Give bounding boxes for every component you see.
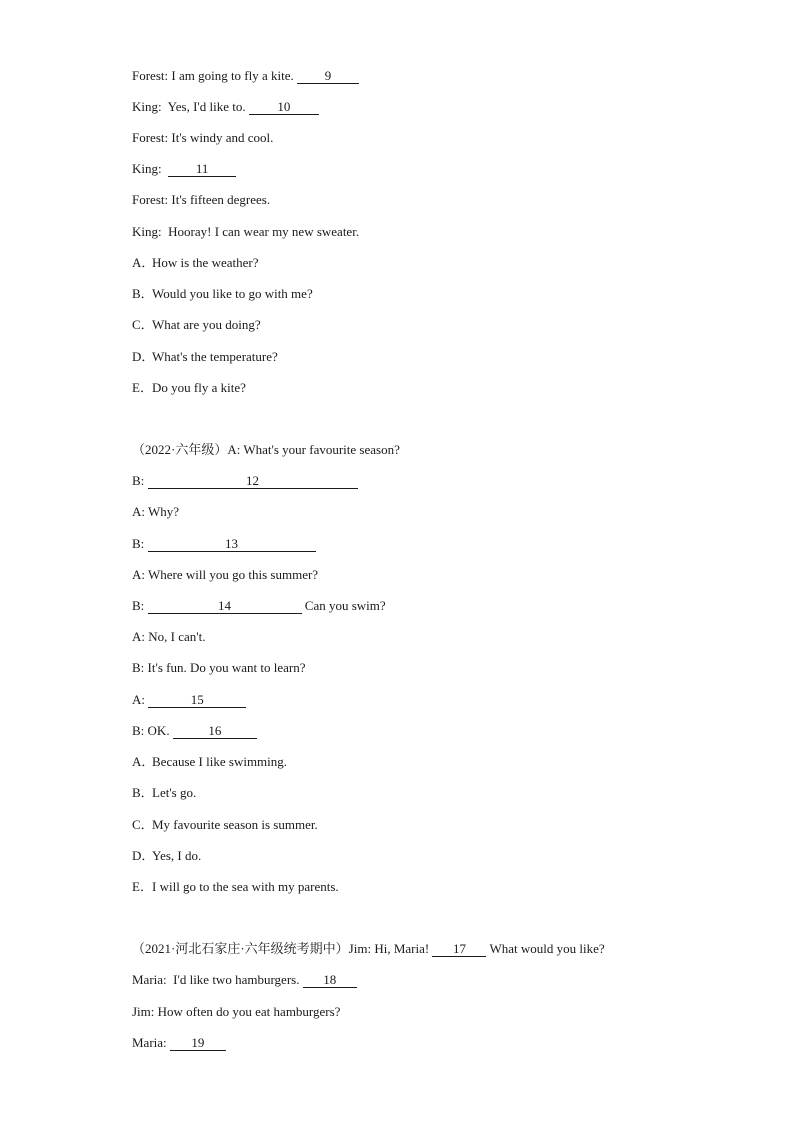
dialogue-line — [132, 692, 246, 708]
speaker: Maria: — [132, 972, 167, 987]
dialogue-line — [132, 224, 359, 240]
option-item — [132, 317, 261, 333]
speaker: A: — [132, 692, 145, 707]
answer-blank[interactable]: 13 — [148, 537, 316, 552]
dialogue-line — [132, 567, 318, 583]
line-text: Why? — [148, 504, 180, 519]
speaker: B: — [132, 660, 145, 675]
option-text: What are you doing? — [152, 317, 261, 332]
option-text: I will go to the sea with my parents. — [152, 879, 339, 894]
dialogue-intro: Jim: Hi, Maria! — [348, 941, 430, 956]
dialogue-line — [132, 99, 319, 115]
option-letter: B． — [132, 286, 154, 301]
speaker: A: — [132, 567, 145, 582]
answer-blank[interactable]: 12 — [148, 474, 358, 489]
option-item — [132, 349, 278, 365]
dialogue-intro: A: What's your favourite season? — [227, 442, 400, 457]
speaker: B: — [132, 723, 145, 738]
line-text: How often do you eat hamburgers? — [157, 1004, 341, 1019]
line-text: What would you like? — [489, 941, 605, 956]
option-letter: A． — [132, 754, 155, 769]
line-text: OK. — [147, 723, 170, 738]
option-text: My favourite season is summer. — [152, 817, 318, 832]
option-item — [132, 255, 259, 271]
line-text: It's fifteen degrees. — [171, 192, 271, 207]
speaker: A: — [132, 629, 145, 644]
line-text: I'd like two hamburgers. — [173, 972, 300, 987]
answer-blank[interactable]: 16 — [173, 724, 257, 739]
question-header — [132, 941, 605, 957]
dialogue-line — [132, 1035, 226, 1051]
line-text: Can you swim? — [304, 598, 386, 613]
speaker: B: — [132, 536, 145, 551]
question-source: （2021·河北石家庄·六年级统考期中） — [132, 941, 349, 956]
option-item — [132, 817, 318, 833]
option-text: Do you fly a kite? — [152, 380, 246, 395]
speaker: King: — [132, 99, 162, 114]
option-item — [132, 879, 339, 895]
speaker: Forest: — [132, 68, 169, 83]
option-letter: D． — [132, 349, 155, 364]
dialogue-line — [132, 660, 306, 676]
speaker: Jim: — [132, 1004, 155, 1019]
dialogue-line — [132, 723, 257, 739]
line-text: It's windy and cool. — [171, 130, 274, 145]
line-text: No, I can't. — [148, 629, 206, 644]
option-text: How is the weather? — [152, 255, 259, 270]
dialogue-line — [132, 192, 270, 208]
dialogue-line — [132, 598, 386, 614]
answer-blank[interactable]: 15 — [148, 693, 246, 708]
option-letter: D． — [132, 848, 155, 863]
speaker: B: — [132, 473, 145, 488]
line-text: I am going to fly a kite. — [171, 68, 294, 83]
option-letter: B． — [132, 785, 154, 800]
option-text: Yes, I do. — [152, 848, 202, 863]
option-item — [132, 785, 196, 801]
answer-blank[interactable]: 19 — [170, 1036, 226, 1051]
option-letter: E． — [132, 380, 153, 395]
option-text: Because I like swimming. — [152, 754, 288, 769]
speaker: Forest: — [132, 192, 169, 207]
question-source: （2022·六年级） — [132, 442, 228, 457]
option-letter: A． — [132, 255, 155, 270]
dialogue-line — [132, 536, 316, 552]
dialogue-line — [132, 504, 179, 520]
option-text: Would you like to go with me? — [152, 286, 313, 301]
option-text: Let's go. — [152, 785, 197, 800]
answer-blank[interactable]: 10 — [249, 100, 319, 115]
answer-blank[interactable]: 14 — [148, 599, 302, 614]
option-item — [132, 754, 287, 770]
answer-blank[interactable]: 18 — [303, 973, 357, 988]
dialogue-line — [132, 68, 359, 84]
option-letter: C． — [132, 317, 154, 332]
speaker: King: — [132, 224, 162, 239]
answer-blank[interactable]: 17 — [432, 942, 486, 957]
speaker: Maria: — [132, 1035, 167, 1050]
dialogue-line — [132, 130, 273, 146]
line-text: Hooray! I can wear my new sweater. — [168, 224, 360, 239]
answer-blank[interactable]: 9 — [297, 69, 359, 84]
option-item — [132, 380, 246, 396]
dialogue-line — [132, 473, 358, 489]
dialogue-line — [132, 629, 205, 645]
speaker: Forest: — [132, 130, 169, 145]
dialogue-line — [132, 972, 357, 988]
speaker: King: — [132, 161, 162, 176]
dialogue-line — [132, 161, 236, 177]
option-text: What's the temperature? — [152, 349, 278, 364]
line-text: It's fun. Do you want to learn? — [147, 660, 306, 675]
option-letter: C． — [132, 817, 154, 832]
option-letter: E． — [132, 879, 153, 894]
line-text: Yes, I'd like to. — [167, 99, 246, 114]
speaker: B: — [132, 598, 145, 613]
speaker: A: — [132, 504, 145, 519]
line-text: Where will you go this summer? — [148, 567, 319, 582]
question-header — [132, 442, 400, 458]
dialogue-line — [132, 1004, 340, 1020]
answer-blank[interactable]: 11 — [168, 162, 236, 177]
option-item — [132, 286, 313, 302]
option-item — [132, 848, 201, 864]
